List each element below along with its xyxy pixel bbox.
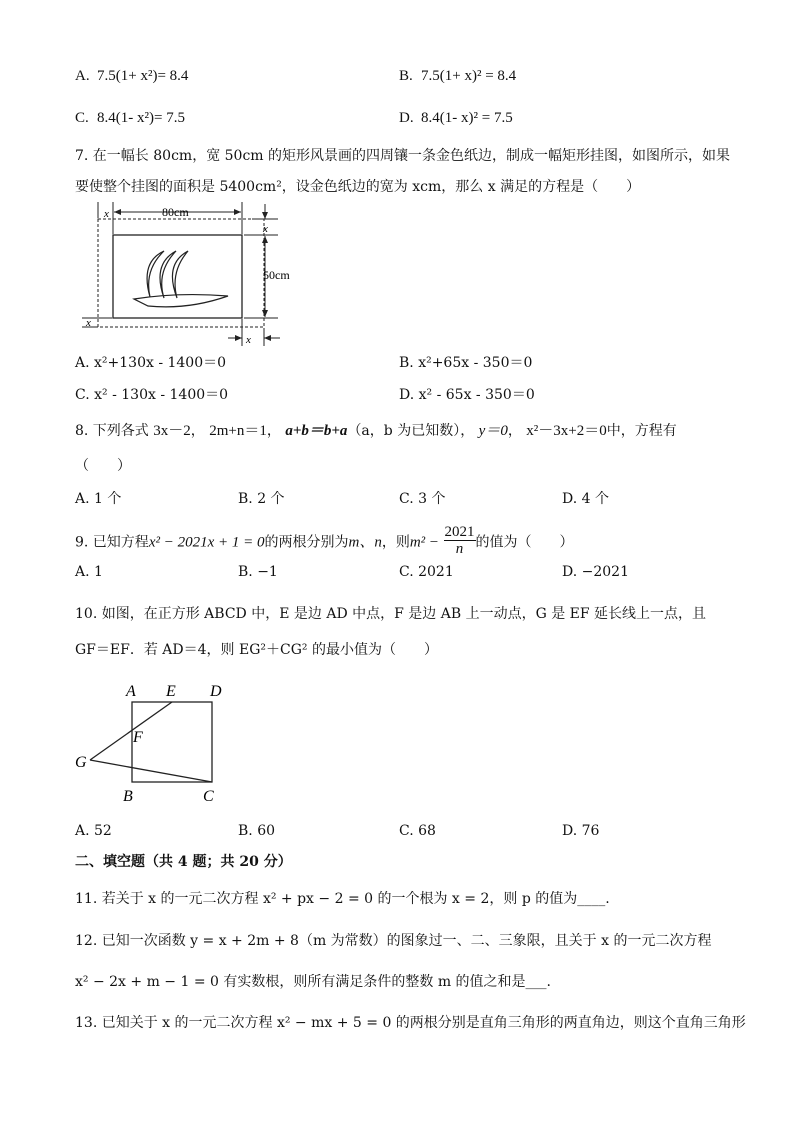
label-a: A bbox=[126, 683, 136, 700]
q6-option-c-expr: 8.4(1- x²)= 7.5 bbox=[97, 110, 185, 126]
label-b: B bbox=[123, 788, 133, 805]
q9-option-b: B. −1 bbox=[238, 564, 278, 580]
fig-label-x-bottom: x bbox=[246, 334, 251, 346]
q10-option-a: A. 52 bbox=[75, 823, 112, 839]
fig-label-x-right: x bbox=[263, 223, 268, 235]
q10-option-c: C. 68 bbox=[399, 823, 436, 839]
inner-picture bbox=[113, 235, 242, 318]
q6-option-d: D. bbox=[399, 110, 414, 126]
q6-option-b-expr: 7.5(1+ x)² = 8.4 bbox=[421, 68, 517, 84]
q12-stem-line2: x² − 2x + m − 1 = 0 有实数根，则所有满足条件的整数 m 的值之和是___. bbox=[75, 974, 551, 990]
q9-stem: 9. 已知方程x² − 2021x + 1 = 0的两根分别为m、n，则m² − $\frac{2021}{n}$ 的值为（ ） bbox=[75, 524, 574, 557]
q9-option-c: C. 2021 bbox=[399, 564, 454, 580]
q10-figure bbox=[70, 678, 240, 810]
sail-icon bbox=[160, 251, 176, 298]
sail-icon bbox=[172, 251, 188, 298]
label-d: D bbox=[210, 683, 222, 700]
segment-gc bbox=[90, 760, 212, 782]
q10-stem-line2: GF＝EF．若 AD＝4，则 EG²＋CG² 的最小值为（ ） bbox=[75, 642, 438, 658]
section-title: 二、填空题（共 4 题；共 20 分） bbox=[75, 854, 292, 870]
q9-fraction: $\frac{2021}{n}$ bbox=[444, 524, 475, 557]
label-c: C bbox=[203, 788, 214, 805]
label-f: F bbox=[133, 729, 143, 746]
label-g: G bbox=[75, 754, 87, 771]
q10-option-d: D. 76 bbox=[562, 823, 600, 839]
q8-stem-line1: 8. 下列各式 3x－2， 2m+n＝1， a+b＝b+a（a，b 为已知数）， y＝0， x²－3x+2＝0中，方程有 bbox=[75, 423, 677, 439]
q8-option-d: D. 4 个 bbox=[562, 491, 609, 507]
q7-option-b: B. x²+65x - 350＝0 bbox=[399, 355, 533, 371]
q7-option-c: C. x² - 130x - 1400＝0 bbox=[75, 387, 229, 403]
q7-option-d: D. x² - 65x - 350＝0 bbox=[399, 387, 535, 403]
q8-stem-line2: （ ） bbox=[75, 458, 131, 474]
q6-option-d-expr: 8.4(1- x)² = 7.5 bbox=[421, 110, 513, 126]
q12-stem-line1: 12. 已知一次函数 y = x + 2m + 8（m 为常数）的图象过一、二、三象限，且关于 x 的一元二次方程 bbox=[75, 933, 712, 949]
q6-option-a: A. bbox=[75, 68, 90, 84]
q11-stem: 11. 若关于 x 的一元二次方程 x² + px − 2 = 0 的一个根为 x = 2，则 p 的值为____. bbox=[75, 891, 610, 907]
fig-label-height: 50cm bbox=[263, 268, 290, 282]
fig-label-x-left: x bbox=[86, 317, 91, 329]
q6-option-c: C. bbox=[75, 110, 89, 126]
segment-eg bbox=[90, 702, 172, 760]
q7-option-a: A. x²+130x - 1400＝0 bbox=[75, 355, 227, 371]
q7-stem-line2: 要使整个挂图的面积是 5400cm²，设金色纸边的宽为 xcm，那么 x 满足的方程是（ ） bbox=[75, 179, 641, 195]
q8-option-a: A. 1 个 bbox=[75, 491, 122, 507]
boat-hull-icon bbox=[134, 295, 228, 307]
q10-option-b: B. 60 bbox=[238, 823, 276, 839]
fig-label-width: 80cm bbox=[162, 205, 189, 219]
q7-figure bbox=[78, 200, 298, 350]
q10-stem-line1: 10. 如图，在正方形 ABCD 中，E 是边 AD 中点，F 是边 AB 上一动点，G 是 EF 延长线上一点，且 bbox=[75, 606, 707, 622]
label-e: E bbox=[166, 683, 176, 700]
q6-option-b: B. bbox=[399, 68, 413, 84]
q6-option-a-expr: 7.5(1+ x²)= 8.4 bbox=[97, 68, 189, 84]
q8-option-b: B. 2 个 bbox=[238, 491, 285, 507]
q13-stem-line1: 13. 已知关于 x 的一元二次方程 x² − mx + 5 = 0 的两根分别是直角三角形的两直角边，则这个直角三角形 bbox=[75, 1015, 746, 1031]
q9-option-a: A. 1 bbox=[75, 564, 103, 580]
q9-option-d: D. −2021 bbox=[562, 564, 629, 580]
q8-option-c: C. 3 个 bbox=[399, 491, 446, 507]
q7-stem-line1: 7. 在一幅长 80cm，宽 50cm 的矩形风景画的四周镶一条金色纸边，制成一幅矩形挂图，如图所示，如果 bbox=[75, 148, 731, 164]
fig-label-x-top: x bbox=[104, 208, 109, 220]
